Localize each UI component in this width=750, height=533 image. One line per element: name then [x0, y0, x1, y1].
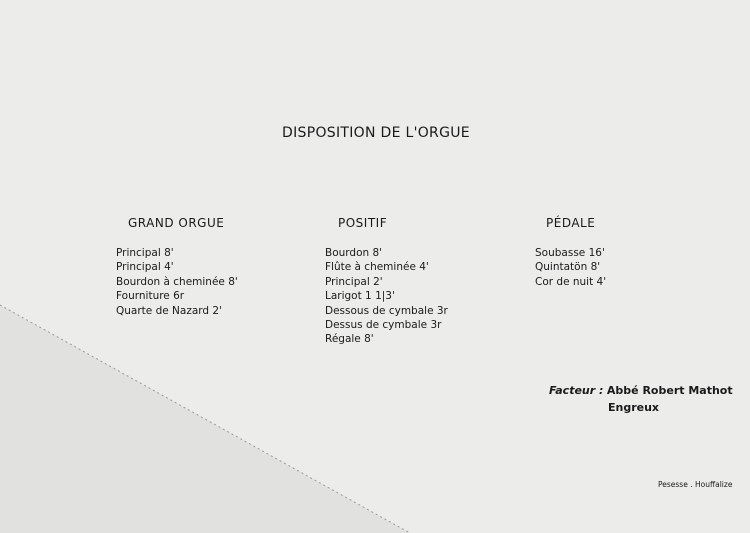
stop-item: Régale 8' — [325, 333, 374, 346]
builder-name: Abbé Robert Mathot — [606, 384, 733, 397]
stop-item: Bourdon à cheminée 8' — [116, 275, 238, 288]
page-title: DISPOSITION DE L'ORGUE — [282, 125, 470, 141]
stop-item: Soubasse 16' — [535, 247, 605, 259]
stop-list — [535, 246, 606, 289]
builder-place: Engreux — [608, 401, 660, 414]
stop-list — [116, 246, 238, 318]
stop-item: Cor de nuit 4' — [535, 275, 607, 288]
stop-item: Principal 4' — [116, 261, 174, 274]
printer-credit: Pesesse . Houffalize — [658, 480, 733, 489]
division-heading: POSITIF — [338, 216, 388, 230]
stop-item: Quintatön 8' — [535, 261, 601, 274]
stop-item: Fourniture 6r — [116, 290, 185, 303]
stop-item: Principal 2' — [325, 275, 383, 288]
stop-item: Dessous de cymbale 3r — [325, 304, 448, 317]
builder-label: Facteur : — [549, 384, 604, 397]
stop-item: Larigot 1 1|3' — [325, 290, 395, 303]
builder-line — [549, 384, 733, 397]
stop-item: Bourdon 8' — [325, 247, 383, 259]
division-heading: PÉDALE — [546, 216, 596, 230]
stop-item: Quarte de Nazard 2' — [116, 304, 222, 317]
division-heading: GRAND ORGUE — [128, 216, 225, 230]
stop-list — [325, 246, 448, 347]
stop-item: Dessus de cymbale 3r — [325, 319, 442, 332]
stop-item: Flûte à cheminée 4' — [325, 261, 429, 274]
stop-item: Principal 8' — [116, 247, 174, 259]
